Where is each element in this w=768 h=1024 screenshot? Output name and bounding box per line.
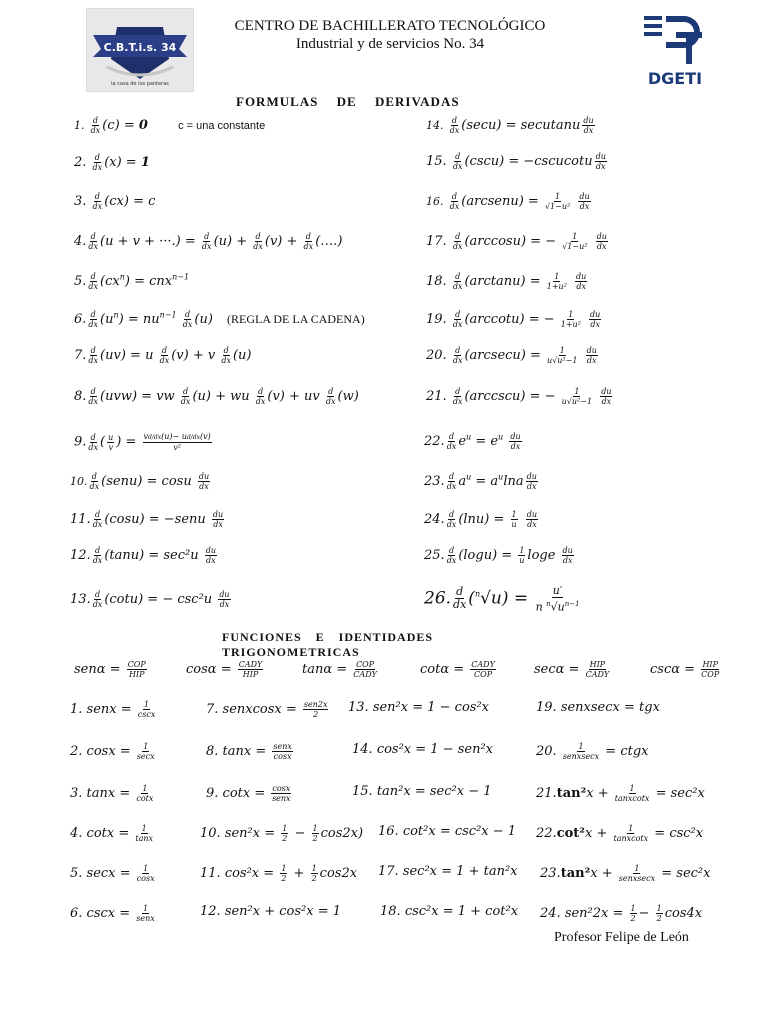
identity-17: 17. sec²x = 1 + tan²x bbox=[378, 864, 518, 879]
identity-10: 10. sen²x = $\frac{1}{2}$ − $\frac{1}{2}$ cos2x) bbox=[200, 824, 364, 843]
def-tan: tanα = $\frac{\text{COP}}{\text{CADY}}$ bbox=[302, 660, 377, 679]
school-subtitle: Industrial y de servicios No. 34 bbox=[295, 36, 485, 52]
formula-5: 5. $\frac{d}{dx}$ $(cx^n) = cnx^{n-1}$ bbox=[74, 272, 190, 291]
def-sec: secα = $\frac{\text{HIP}}{\text{CADY}}$ bbox=[534, 660, 610, 679]
identity-20: 20. $\frac{1}{\text{senxsecx}}$ = ctgx bbox=[536, 742, 649, 761]
identity-6: 6. cscx = $\frac{1}{\text{senx}}$ bbox=[70, 904, 155, 923]
formula-16: 16. $\frac{d}{dx}$ (arcsenu) = $\frac{1}{\text{√1−u²}}$ $\frac{du}{dx}$ bbox=[426, 192, 590, 211]
def-cos: cosα = $\frac{\text{CADY}}{\text{HIP}}$ bbox=[186, 660, 263, 679]
formula-24: 24. $\frac{d}{dx}$ (lnu) = $\frac{1}{u}$ $\frac{du}{dx}$ bbox=[424, 510, 538, 529]
formula-15: 15. $\frac{d}{dx}$ (cscu) = −cscucotu $\frac{du}{dx}$ bbox=[426, 152, 606, 171]
formula-20: 20. $\frac{d}{dx}$ (arcsecu) = $\frac{1}{\text{u√u²−1}}$ $\frac{du}{dx}$ bbox=[426, 346, 597, 365]
identity-14: 14. cos²x = 1 − sen²x bbox=[352, 742, 494, 757]
derivatives-title: FORMULAS DE DERIVADAS bbox=[236, 94, 460, 109]
formula-13: 13. $\frac{d}{dx}$ (cotu) = − csc²u $\frac{du}{dx}$ bbox=[70, 590, 230, 609]
identity-24: 24. sen²2x = $\frac{1}{2}$ − $\frac{1}{2}$ cos4x bbox=[540, 904, 703, 923]
def-csc: cscα = $\frac{\text{HIP}}{\text{COP}}$ bbox=[650, 660, 720, 679]
cbtis-logo bbox=[86, 8, 194, 92]
identity-11: 11. cos²x = $\frac{1}{2}$ + $\frac{1}{2}$ cos2x bbox=[200, 864, 358, 883]
identity-2: 2. cosx = $\frac{1}{\sec x}$ bbox=[70, 742, 155, 761]
identity-4: 4. cotx = $\frac{1}{\tan x}$ bbox=[70, 824, 154, 843]
identity-1: 1. senx = $\frac{1}{\csc x}$ bbox=[70, 700, 156, 719]
formula-22: 22. $\frac{d}{dx}$ $e^u = e^u$ $\frac{du}{dx}$ bbox=[424, 432, 521, 451]
identity-18: 18. csc²x = 1 + cot²x bbox=[380, 904, 519, 919]
identity-15: 15. tan²x = sec²x − 1 bbox=[352, 784, 492, 799]
formula-9: 9. $\frac{d}{dx}$ ( $\frac{u}{v}$ ) = $\frac{vd/dx(u)- ud/dx(v)}{\text{v²}}$ bbox=[74, 432, 211, 452]
identity-3: 3. tanx = $\frac{1}{\cot x}$ bbox=[70, 784, 154, 803]
formula-4: 4. $\frac{d}{dx}$ (u + v + ···.) = $\frac{d}{dx}$ (u) + $\frac{d}{dx}$ (v) + $\frac{d}{dx}$ (….) bbox=[74, 232, 343, 251]
identity-19: 19. senxsecx = tgx bbox=[536, 700, 660, 715]
identity-23: 23.tan²x + $\frac{1}{\text{senxsecx}}$ = sec²x bbox=[540, 864, 711, 883]
identity-12: 12. sen²x + cos²x = 1 bbox=[200, 904, 342, 919]
identity-7: 7. senxcosx = $\frac{\text{sen2x}}{2}$ bbox=[206, 700, 328, 719]
formula-17: 17. $\frac{d}{dx}$ (arccosu) = − $\frac{1}{\text{√1−u²}}$ $\frac{du}{dx}$ bbox=[426, 232, 607, 251]
formula-18: 18. $\frac{d}{dx}$ (arctanu) = $\frac{1}{\text{1+u²}}$ $\frac{du}{dx}$ bbox=[426, 272, 587, 291]
identity-22: 22.cot²x + $\frac{1}{\text{tanxcotx}}$ = csc²x bbox=[536, 824, 704, 843]
formula-1: 1. $\frac{d}{dx}$ (c) = 0 c = una constante bbox=[74, 116, 266, 135]
identity-8: 8. tanx = $\frac{\text{senx}}{\cos x}$ bbox=[206, 742, 292, 761]
formula-21: 21. $\frac{d}{dx}$ (arccscu) = − $\frac{1}{\text{u√u²−1}}$ $\frac{du}{dx}$ bbox=[426, 387, 612, 406]
identity-16: 16. cot²x = csc²x − 1 bbox=[378, 824, 517, 839]
school-name: CENTRO DE BACHILLERATO TECNOLÓGICO bbox=[234, 18, 546, 34]
formula-14: 14. $\frac{d}{dx}$ (secu) = secutanu $\frac{du}{dx}$ bbox=[426, 116, 594, 135]
formula-3: 3. $\frac{d}{dx}$ (cx) = c bbox=[74, 192, 156, 211]
formula-8: 8. $\frac{d}{dx}$ (uvw) = vw $\frac{d}{dx}$ (u) + wu $\frac{d}{dx}$ (v) + uv $\frac{d}{dx}$ (w) bbox=[74, 387, 359, 406]
formula-7: 7. $\frac{d}{dx}$ (uv) = u $\frac{d}{dx}$ (v) + v $\frac{d}{dx}$ (u) bbox=[74, 346, 252, 365]
dgeti-logo bbox=[640, 12, 710, 88]
formula-25: 25. $\frac{d}{dx}$ (logu) = $\frac{1}{u}$ loge $\frac{du}{dx}$ bbox=[424, 546, 573, 565]
formula-23: 23. $\frac{d}{dx}$ $a^u = a^u\ln a$ $\frac{du}{dx}$ bbox=[424, 472, 537, 491]
logo-text: C.B.T.i.s. 34 bbox=[103, 41, 177, 54]
identity-9: 9. cotx = $\frac{\cos x}{\text{senx}}$ bbox=[206, 784, 291, 803]
formula-12: 12. $\frac{d}{dx}$ (tanu) = sec²u $\frac{du}{dx}$ bbox=[70, 546, 216, 565]
formula-26: 26. $\frac{d}{dx}$ ($^n$√u) = $\frac{u'}{n ^n√u^{n-1}}$ bbox=[424, 584, 580, 614]
teacher-signature: Profesor Felipe de León bbox=[554, 930, 689, 945]
def-cot: cotα = $\frac{\text{CADY}}{\text{COP}}$ bbox=[420, 660, 495, 679]
formula-10: 10. $\frac{d}{dx}$ (senu) = cosu $\frac{du}{dx}$ bbox=[70, 472, 210, 491]
trig-title: FUNCIONES E IDENTIDADES TRIGONOMETRICAS bbox=[222, 630, 434, 659]
formula-11: 11. $\frac{d}{dx}$ (cosu) = −senu $\frac{du}{dx}$ bbox=[70, 510, 224, 529]
formula-2: 2. $\frac{d}{dx}$ (x) = 1 bbox=[74, 153, 150, 172]
dgeti-text: DGETI bbox=[647, 69, 703, 88]
formula-6: 6. $\frac{d}{dx}$ $(u^n) = nu^{n-1}$ $\frac{d}{dx}$ (u) (REGLA DE LA CADENA) bbox=[74, 310, 365, 329]
identity-13: 13. sen²x = 1 − cos²x bbox=[348, 700, 490, 715]
identity-21: 21.tan²x + $\frac{1}{\text{tanxcotx}}$ = sec²x bbox=[536, 784, 705, 803]
formula-19: 19. $\frac{d}{dx}$ (arccotu) = − $\frac{1}{\text{1+u²}}$ $\frac{du}{dx}$ bbox=[426, 310, 601, 329]
svg-text:la casa de los panteras: la casa de los panteras bbox=[111, 81, 169, 87]
def-sen: senα = $\frac{\text{COP}}{\text{HIP}}$ bbox=[74, 660, 146, 679]
identity-5: 5. secx = $\frac{1}{\cos x}$ bbox=[70, 864, 155, 883]
